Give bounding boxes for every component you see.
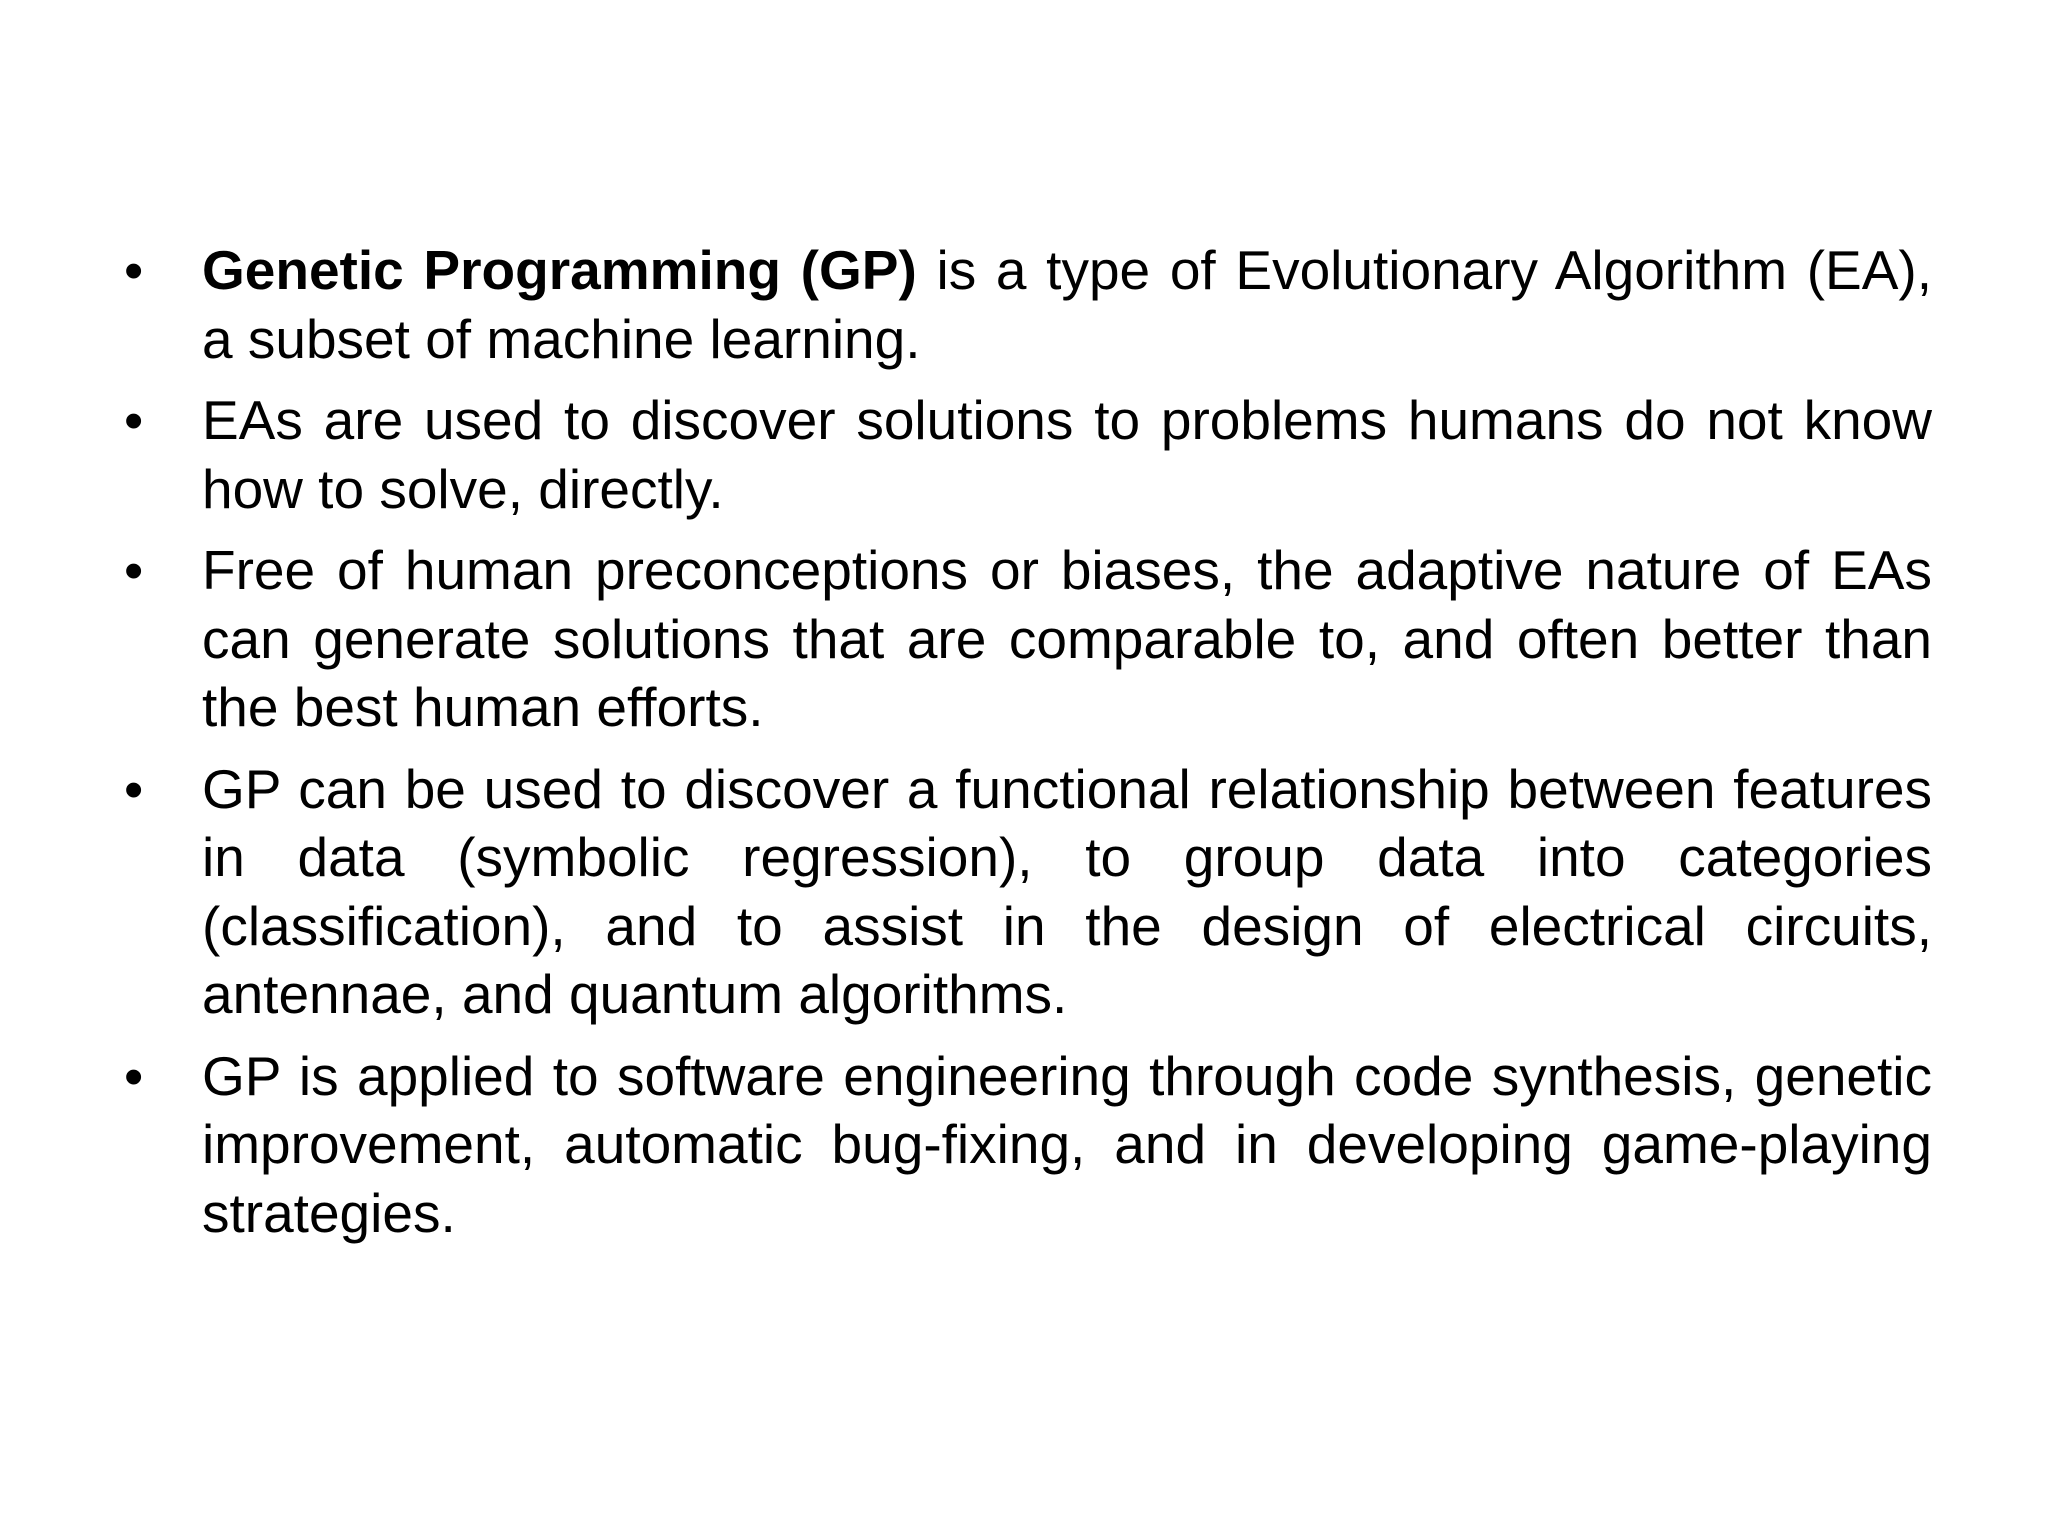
bullet-item-gp-software [124, 1042, 1932, 1248]
bullet-icon: • [124, 389, 144, 451]
bullet-text: EAs are used to discover solutions to problems humans do not know how to solve, directly. [202, 389, 1932, 520]
bullet-icon: • [124, 539, 144, 601]
bullet-item-ea-adaptive [124, 536, 1932, 742]
bullet-item-ea-purpose [124, 386, 1932, 523]
bullet-item-gp-uses [124, 755, 1932, 1029]
bullet-text: GP can be used to discover a functional relationship between features in data (symbolic regression), to group data into categories (classification), and to assist in the design of electrical circuits, antennae, and quantum algorithms. [202, 757, 1932, 1025]
bullet-icon: • [124, 757, 144, 820]
bullet-item-gp-definition [124, 236, 1932, 373]
bullet-text: GP is applied to software engineering through code synthesis, genetic improvement, automatic bug-fixing, and in developing game-playing strategies. [202, 1044, 1932, 1244]
bold-lead-term: Genetic Programming (GP) [202, 239, 917, 301]
bullet-text [202, 236, 1932, 373]
bullet-text-body: is a type of Evolutionary Algorithm (EA), a subset of machine learning. [202, 239, 1932, 370]
bullet-text: Free of human preconceptions or biases, the adaptive nature of EAs can generate solutions that are comparable to, and often better than the best human efforts. [202, 539, 1932, 738]
bullet-list [124, 236, 1932, 1260]
bullet-icon: • [124, 1044, 144, 1107]
bullet-icon: • [124, 239, 144, 301]
